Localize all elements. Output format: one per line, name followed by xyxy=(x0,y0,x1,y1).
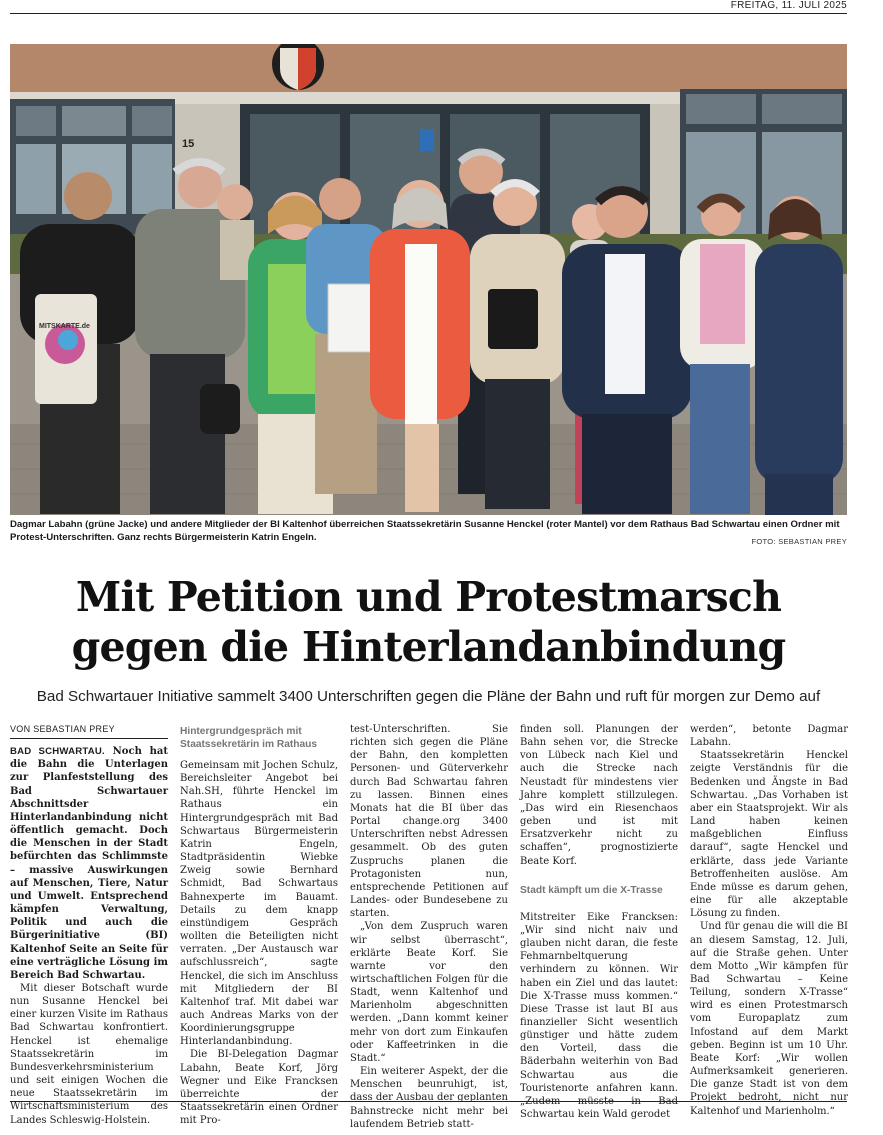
lead-text: Noch hat die Bahn die Unterlagen zur Planfeststellung des Bad Schwartauer Abschnittsder Hinterlandanbindung nicht öffentlich gemacht. Doch die Menschen in der Stadt befürchten das Schlimmste – massive Auswirkungen auf Menschen, Tiere, Natur und Umwelt. Entsprechend kämpfen Verwaltung, Politik und auch die Bürgerinitiative (BI) Kaltenhof Seite an Seite für eine verträgliche Lösung im Bereich Bad Schwartau. xyxy=(10,746,168,981)
body-paragraph: finden soll. Planungen der Bahn sehen vor, die Strecke von Lübeck nach Kiel und auch die Strecke nach Neustadt für mindestens vier Jahre komplett stillzulegen. „Das wird ein Riesenchaos geben und ist mit Ersatzverkehr nicht zu schaffen“, prognostizierte Beate Korf. xyxy=(520,724,678,867)
body-paragraph: test-Unterschriften. Sie richten sich gegen die Pläne der Bahn, den kompletten Personen- und Güterverkehr durch Bad Schwartau fahren zu lassen. Binnen eines Monats hat die BI über das Portal change.org 3400 Unterschriften nebst Adressen gesammelt. Ob des guten Zuspruchs planen die Protagonisten nun, entsprechende Petitionen auf Landes- oder Bundesebene zu starten. xyxy=(350,724,508,920)
photo-credit: FOTO: SEBASTIAN PREY xyxy=(751,537,847,546)
author-line: VON SEBASTIAN PREY xyxy=(10,723,168,739)
headline-line: gegen die Hinterlandanbindung xyxy=(71,623,786,671)
intertitle: Stadt kämpft um die X-Trasse xyxy=(520,884,663,896)
photo-caption: Dagmar Labahn (grüne Jacke) und andere Mitglieder der BI Kaltenhof überreichen Staatssekretärin Susanne Henckel (roter Mantel) vor dem Rathaus Bad Schwartau einen Ordner mit Protest-Unterschriften. Ganz rechts Bürgermeisterin Katrin Engeln. xyxy=(10,519,840,543)
body-paragraph xyxy=(10,745,168,982)
building-number: 15 xyxy=(182,138,195,150)
subheadline: Bad Schwartauer Initiative sammelt 3400 Unterschriften gegen die Pläne der Bahn und ruft für morgen zur Demo auf xyxy=(36,688,821,705)
bottom-rule xyxy=(10,1101,847,1102)
article-column xyxy=(350,723,508,1131)
body-paragraph: Die BI-Delegation Dagmar Labahn, Beate Korf, Jörg Wegner und Eike Francksen überreichte der Staatssekretärin einen Ordner mit Pro- xyxy=(180,1049,338,1127)
body-paragraph: Ein weiterer Aspekt, der die Menschen beunruhigt, ist, dass der Ausbau der geplanten Bahnstrecke nicht mehr bei laufendem Betrieb statt- xyxy=(350,1066,508,1130)
article-column xyxy=(520,723,678,1121)
body-paragraph: Mitstreiter Eike Francksen: „Wir sind nicht naiv und glauben nicht daran, die feste Fehmarnbeltquerung verhindern zu können. Wir haben ein Ziel und das lautet: Die X-Trasse muss kommen.“ Diese Trasse ist laut BI aus finanzieller Sicht wesentlich günstiger und hätte zudem den Vorteil, dass die Bäderbahn weiterhin von Bad Schwartau aus die Touristenorte anfahren kann. „Zudem müsste in Bad Schwartau kein Wald gerodet xyxy=(520,911,678,1121)
body-paragraph: Und für genau die will die BI an diesem Samstag, 12. Juli, auf die Straße gehen. Unter dem Motto „Wir kämpfen für Bad Schwartau – Keine Teilung, sondern X-Trasse“ wird es einen Protestmarsch vom Europaplatz zum Infostand auf dem Markt geben. Beginn ist um 10 Uhr. Beate Korf: „Wir wollen Aufmerksamkeit generieren. Die ganze Stadt ist von dem Projekt bedroht, nicht nur Kaltenhof und Marienholm.“ xyxy=(690,921,848,1117)
body-paragraph: Mit dieser Botschaft wurde nun Susanne Henckel bei einer kurzen Visite im Rathaus Bad Schwartau konfrontiert. Henckel ist ehemalige Staatssekretärin im Bundesverkehrsministerium und seit einigen Wochen die neue Staatssekretärin im Wirtschaftsministerium des Landes Schleswig-Holstein. xyxy=(10,982,168,1126)
article-photo xyxy=(10,44,847,515)
body-paragraph: Staatssekretärin Henckel zeigte Verständnis für die Bedenken und Ängste in Bad Schwartau. „Das Vorhaben ist aber ein Staatsprojekt. Wir als Land haben keinen maßgeblichen Einfluss darauf“, sagte Henckel und erklärte, dass jede Variante Betroffenheiten auslöse. Am Ende müsse es darum gehen, eine für alle akzeptable Lösung zu finden. xyxy=(690,750,848,920)
issue-date: FREITAG, 11. JULI 2025 xyxy=(730,0,847,11)
intertitle: Hintergrundgespräch mit Staatssekretärin im Rathaus xyxy=(180,726,318,750)
dateline: BAD SCHWARTAU. xyxy=(10,746,105,758)
article-column xyxy=(180,723,338,1127)
article-column xyxy=(690,723,848,1118)
tote-text: MITSKARTE.de xyxy=(39,323,90,330)
top-rule xyxy=(10,0,847,14)
headline xyxy=(10,572,847,672)
article-column xyxy=(10,723,168,1127)
body-paragraph: Gemeinsam mit Jochen Schulz, Bereichsleiter Angebot bei Nah.SH, führte Henckel im Rathaus ein Hintergrundgespräch mit Bad Schwartaus Bürgermeisterin Katrin Engeln, Stadtpräsidentin Wiebke Zweig sowie Bernhard Schmidt, Bad Schwartaus Bahnexperte im Bauamt. Details zu dem knapp einstündigem Gespräch wollten die Beteiligten nicht verraten. „Der Austausch war aufschlussreich“, sagte Henckel, die sich im Anschluss mit Mitgliedern der BI Kaltenhof traf. Mit dabei war auch Andreas Marks von der Koordinierungsgruppe Hinterlandanbindung. xyxy=(180,760,338,1048)
body-paragraph: „Von dem Zuspruch waren wir selbst überrascht“, erklärte Beate Korf. Sie warnte vor den wirtschaftlichen Folgen für die Stadt, wenn Kaltenhof und Marienholm abgeschnitten werden. „Dann kommt keiner mehr von dort zum Einkaufen oder Kaffeetrinken in die Stadt.“ xyxy=(350,921,508,1064)
headline-line: Mit Petition und Protestmarsch xyxy=(75,573,782,621)
body-paragraph: werden“, betonte Dagmar Labahn. xyxy=(690,724,848,749)
